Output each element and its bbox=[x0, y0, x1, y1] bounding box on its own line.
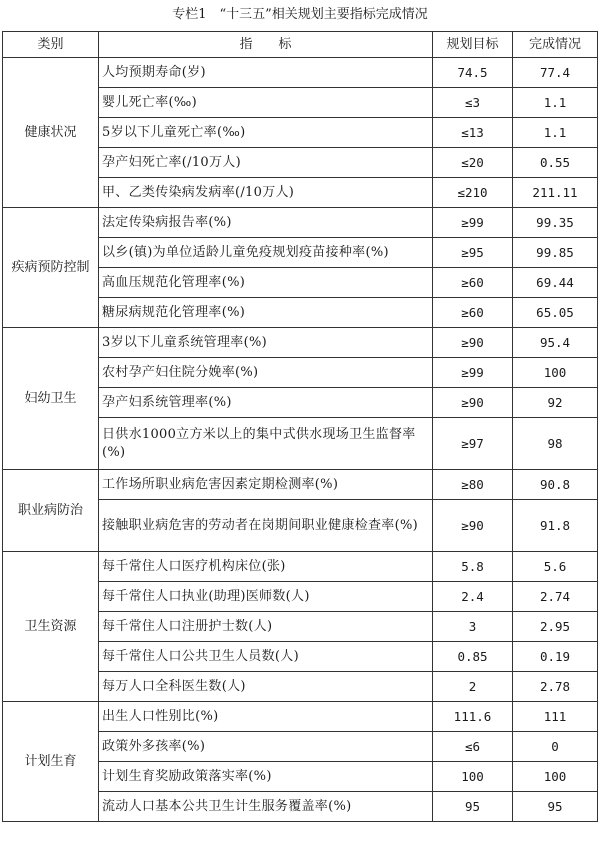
indicator-cell: 3岁以下儿童系统管理率(%) bbox=[99, 328, 433, 358]
done-cell: 2.78 bbox=[513, 672, 598, 702]
goal-cell: ≥97 bbox=[433, 418, 513, 470]
category-cell: 职业病防治 bbox=[3, 470, 99, 552]
done-cell: 98 bbox=[513, 418, 598, 470]
header-indicator: 指 标 bbox=[99, 32, 433, 58]
header-category: 类别 bbox=[3, 32, 99, 58]
goal-cell: ≥90 bbox=[433, 500, 513, 552]
table-row bbox=[3, 552, 598, 582]
indicator-cell: 政策外多孩率(%) bbox=[99, 732, 433, 762]
goal-cell: 111.6 bbox=[433, 702, 513, 732]
done-cell: 100 bbox=[513, 358, 598, 388]
done-cell: 99.85 bbox=[513, 238, 598, 268]
done-cell: 99.35 bbox=[513, 208, 598, 238]
indicator-table bbox=[2, 31, 598, 822]
header-done: 完成情况 bbox=[513, 32, 598, 58]
goal-cell: ≥60 bbox=[433, 268, 513, 298]
goal-cell: 95 bbox=[433, 792, 513, 822]
goal-cell: 100 bbox=[433, 762, 513, 792]
done-cell: 92 bbox=[513, 388, 598, 418]
done-cell: 2.74 bbox=[513, 582, 598, 612]
goal-cell: ≤3 bbox=[433, 88, 513, 118]
done-cell: 100 bbox=[513, 762, 598, 792]
category-cell: 健康状况 bbox=[3, 58, 99, 208]
indicator-cell: 5岁以下儿童死亡率(‰) bbox=[99, 118, 433, 148]
done-cell: 90.8 bbox=[513, 470, 598, 500]
indicator-cell: 法定传染病报告率(%) bbox=[99, 208, 433, 238]
goal-cell: ≥60 bbox=[433, 298, 513, 328]
table-caption: 专栏1 “十三五”相关规划主要指标完成情况 bbox=[172, 7, 428, 22]
category-cell: 疾病预防控制 bbox=[3, 208, 99, 328]
header-row bbox=[3, 32, 598, 58]
indicator-cell: 人均预期寿命(岁) bbox=[99, 58, 433, 88]
goal-cell: ≤210 bbox=[433, 178, 513, 208]
indicator-cell: 每千常住人口注册护士数(人) bbox=[99, 612, 433, 642]
indicator-cell: 每千常住人口医疗机构床位(张) bbox=[99, 552, 433, 582]
indicator-cell: 接触职业病危害的劳动者在岗期间职业健康检查率(%) bbox=[99, 500, 433, 552]
done-cell: 2.95 bbox=[513, 612, 598, 642]
indicator-cell: 日供水1000立方米以上的集中式供水现场卫生监督率(%) bbox=[99, 418, 433, 470]
goal-cell: 0.85 bbox=[433, 642, 513, 672]
table-row bbox=[3, 470, 598, 500]
done-cell: 77.4 bbox=[513, 58, 598, 88]
goal-cell: ≥99 bbox=[433, 358, 513, 388]
indicator-cell: 工作场所职业病危害因素定期检测率(%) bbox=[99, 470, 433, 500]
done-cell: 95 bbox=[513, 792, 598, 822]
done-cell: 0.55 bbox=[513, 148, 598, 178]
goal-cell: 74.5 bbox=[433, 58, 513, 88]
indicator-cell: 孕产妇系统管理率(%) bbox=[99, 388, 433, 418]
indicator-cell: 每千常住人口公共卫生人员数(人) bbox=[99, 642, 433, 672]
category-cell: 妇幼卫生 bbox=[3, 328, 99, 470]
done-cell: 0.19 bbox=[513, 642, 598, 672]
indicator-cell: 高血压规范化管理率(%) bbox=[99, 268, 433, 298]
done-cell: 65.05 bbox=[513, 298, 598, 328]
goal-cell: ≤13 bbox=[433, 118, 513, 148]
indicator-cell: 每千常住人口执业(助理)医师数(人) bbox=[99, 582, 433, 612]
indicator-cell: 孕产妇死亡率(/10万人) bbox=[99, 148, 433, 178]
goal-cell: ≥90 bbox=[433, 388, 513, 418]
done-cell: 1.1 bbox=[513, 118, 598, 148]
table-row bbox=[3, 208, 598, 238]
goal-cell: ≥95 bbox=[433, 238, 513, 268]
indicator-cell: 糖尿病规范化管理率(%) bbox=[99, 298, 433, 328]
header-goal: 规划目标 bbox=[433, 32, 513, 58]
done-cell: 69.44 bbox=[513, 268, 598, 298]
done-cell: 111 bbox=[513, 702, 598, 732]
done-cell: 91.8 bbox=[513, 500, 598, 552]
indicator-cell: 出生人口性别比(%) bbox=[99, 702, 433, 732]
category-cell: 卫生资源 bbox=[3, 552, 99, 702]
indicator-cell: 农村孕产妇住院分娩率(%) bbox=[99, 358, 433, 388]
indicator-cell: 计划生育奖励政策落实率(%) bbox=[99, 762, 433, 792]
goal-cell: ≥80 bbox=[433, 470, 513, 500]
done-cell: 95.4 bbox=[513, 328, 598, 358]
done-cell: 5.6 bbox=[513, 552, 598, 582]
category-cell: 计划生育 bbox=[3, 702, 99, 822]
table-row bbox=[3, 328, 598, 358]
done-cell: 1.1 bbox=[513, 88, 598, 118]
table-row bbox=[3, 702, 598, 732]
table-body bbox=[3, 58, 598, 822]
goal-cell: 5.8 bbox=[433, 552, 513, 582]
goal-cell: ≥99 bbox=[433, 208, 513, 238]
goal-cell: ≤6 bbox=[433, 732, 513, 762]
done-cell: 211.11 bbox=[513, 178, 598, 208]
indicator-cell: 每万人口全科医生数(人) bbox=[99, 672, 433, 702]
goal-cell: ≥90 bbox=[433, 328, 513, 358]
goal-cell: 2 bbox=[433, 672, 513, 702]
indicator-cell: 婴儿死亡率(‰) bbox=[99, 88, 433, 118]
done-cell: 0 bbox=[513, 732, 598, 762]
indicator-cell: 流动人口基本公共卫生计生服务覆盖率(%) bbox=[99, 792, 433, 822]
goal-cell: 3 bbox=[433, 612, 513, 642]
goal-cell: 2.4 bbox=[433, 582, 513, 612]
indicator-cell: 以乡(镇)为单位适龄儿童免疫规划疫苗接种率(%) bbox=[99, 238, 433, 268]
table-row bbox=[3, 58, 598, 88]
indicator-cell: 甲、乙类传染病发病率(/10万人) bbox=[99, 178, 433, 208]
goal-cell: ≤20 bbox=[433, 148, 513, 178]
